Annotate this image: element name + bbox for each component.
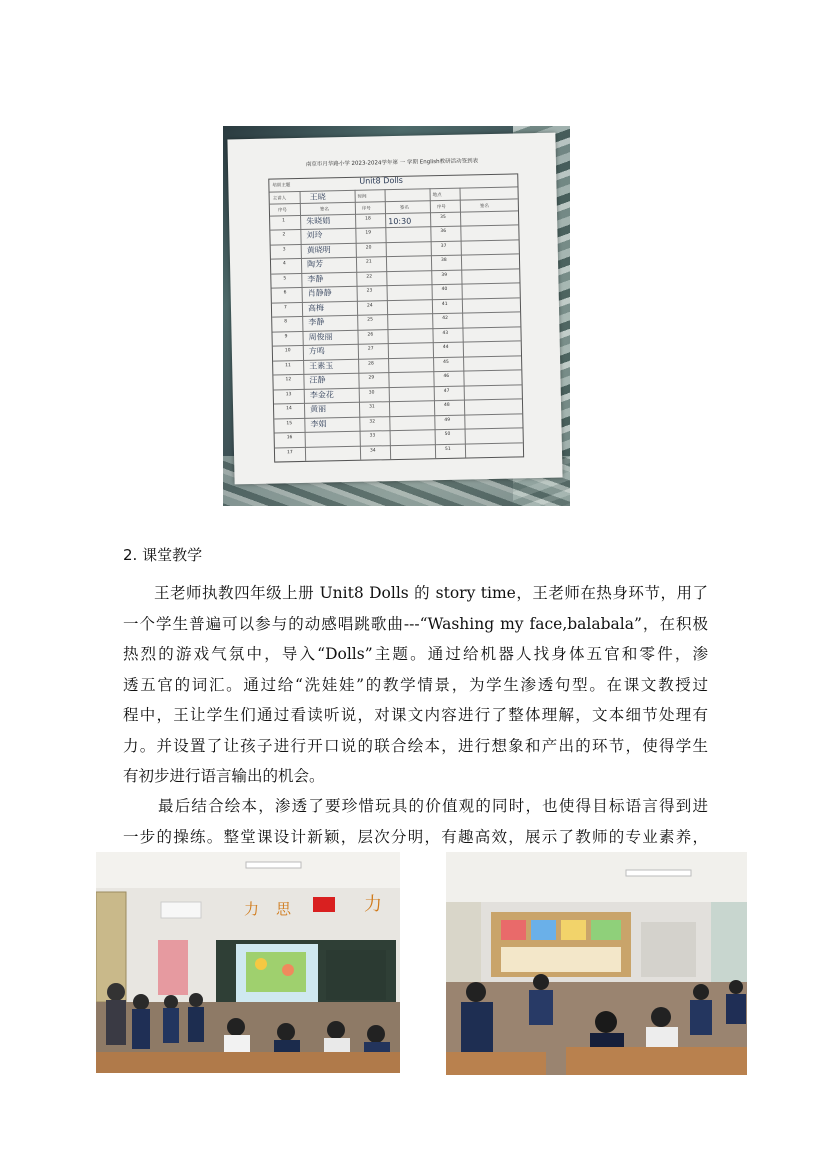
row-number: 32 xyxy=(369,419,376,425)
paragraph-line: 透五官的词汇。通过给“洗娃娃”的教学情景，为学生渗透句型。在课文教授过 xyxy=(123,675,708,694)
row-number: 49 xyxy=(444,417,451,423)
time-value: 10:30 xyxy=(388,216,412,227)
paragraph-line: 王老师执教四年级上册 Unit8 Dolls 的 story time，王老师在热身环节，用了 xyxy=(154,584,708,602)
row-number: 12 xyxy=(285,377,292,383)
signature: 方鸣 xyxy=(308,346,325,357)
row-number: 22 xyxy=(366,274,373,280)
table-rule xyxy=(459,188,466,458)
paragraph-line: 热烈的游戏气氛中，导入“Dolls”主题。通过给机器人找身体五官和零件，渗 xyxy=(123,645,708,663)
row-number: 51 xyxy=(444,446,451,452)
table-rule xyxy=(275,442,523,448)
row-number: 9 xyxy=(284,334,288,340)
row-number: 42 xyxy=(442,316,449,322)
wall-character: 思 xyxy=(276,900,292,918)
signature: 李金花 xyxy=(309,389,334,400)
sheet-title: 南京市月华路小学 2023-2024学年第 一 学期 English教研活动签到表 xyxy=(305,158,479,168)
signature: 王素玉 xyxy=(309,361,334,371)
column-header-sign: 签名 xyxy=(399,205,409,211)
row-number: 48 xyxy=(443,402,450,409)
row-number: 41 xyxy=(441,301,448,307)
row-number: 47 xyxy=(443,388,450,394)
row-number: 5 xyxy=(283,276,287,282)
classroom-front-scene xyxy=(96,852,400,1073)
row-number: 38 xyxy=(440,258,447,264)
row-number: 36 xyxy=(440,229,447,235)
row-number: 28 xyxy=(368,361,374,367)
row-number: 11 xyxy=(285,362,291,369)
row-number: 13 xyxy=(285,391,292,397)
row-number: 4 xyxy=(282,261,286,267)
row-number: 2 xyxy=(282,232,286,238)
row-number: 1 xyxy=(282,218,286,224)
row-number: 10 xyxy=(284,348,291,354)
paragraph-summary xyxy=(123,791,708,852)
column-header-sign: 签名 xyxy=(479,204,489,210)
row-number: 25 xyxy=(367,317,374,323)
presenter-label: 主讲人 xyxy=(272,196,287,202)
paragraph-line: 最后结合绘本，渗透了要珍惜玩具的价值观的同时，也使得目标语言得到进 xyxy=(158,797,708,815)
row-number: 16 xyxy=(286,435,293,441)
classroom-photo-front xyxy=(96,852,400,1073)
row-number: 14 xyxy=(286,406,292,412)
signature: 朱晓娟 xyxy=(306,216,331,226)
column-header-no: 序号 xyxy=(277,208,287,214)
column-header-no: 序号 xyxy=(361,206,371,212)
signature: 陶芳 xyxy=(306,259,324,270)
row-number: 24 xyxy=(366,303,373,309)
table-rule xyxy=(429,188,436,458)
row-number: 44 xyxy=(442,345,449,351)
row-number: 21 xyxy=(365,259,372,266)
row-number: 39 xyxy=(441,272,448,278)
signature: 高梅 xyxy=(307,303,325,313)
row-number: 17 xyxy=(286,449,293,455)
signature: 刘玲 xyxy=(306,230,323,241)
row-number: 29 xyxy=(368,375,375,381)
row-number: 15 xyxy=(286,420,293,426)
wall-character: 力 xyxy=(244,900,260,918)
row-number: 26 xyxy=(367,332,374,338)
place-label: 地点 xyxy=(432,192,442,199)
signature: 黄丽 xyxy=(310,404,327,414)
topic-label: 培训主题 xyxy=(272,183,291,189)
row-number: 7 xyxy=(283,305,287,311)
paragraph-classroom-teaching xyxy=(123,578,708,792)
row-number: 50 xyxy=(444,431,451,438)
table-rule xyxy=(270,186,518,192)
signature: 李静 xyxy=(308,317,325,328)
row-number: 40 xyxy=(441,287,448,293)
sheet-table xyxy=(268,173,524,462)
row-number: 23 xyxy=(366,288,373,294)
signature: 周俊丽 xyxy=(308,332,333,342)
row-number: 18 xyxy=(365,216,371,222)
paragraph-line: 力。并设置了让孩子进行开口说的联合绘本，进行想象和产出的环节，使得学生 xyxy=(123,736,708,755)
paragraph-line: 程中，王让学生们通过看读听说，对课文内容进行了整体理解，文本细节处理有 xyxy=(123,706,708,724)
sign-in-sheet xyxy=(227,133,562,485)
row-number: 27 xyxy=(367,346,374,352)
paragraph-line: 一个学生普遍可以参与的动感唱跳歌曲---“Washing my face,balabala”，在积极 xyxy=(123,614,708,633)
signature: 汪静 xyxy=(309,375,326,385)
table-rule xyxy=(355,190,362,460)
signature: 黄晓明 xyxy=(306,245,331,255)
row-number: 8 xyxy=(284,319,288,325)
row-number: 35 xyxy=(440,214,446,221)
row-number: 45 xyxy=(443,359,449,365)
signature: 李静 xyxy=(307,274,324,284)
row-number: 46 xyxy=(443,374,450,380)
row-number: 33 xyxy=(369,433,376,439)
row-number: 43 xyxy=(442,330,449,336)
row-number: 37 xyxy=(440,243,447,249)
sign-in-sheet-photo xyxy=(223,126,570,506)
table-rule xyxy=(384,189,391,459)
table-rule xyxy=(300,191,307,461)
signature: 肖静静 xyxy=(307,288,332,299)
paragraph-line: 一步的操练。整堂课设计新颖，层次分明，有趣高效，展示了教师的专业素养， xyxy=(123,827,708,846)
classroom-photo-back xyxy=(446,852,747,1075)
signature: 李娟 xyxy=(310,419,327,429)
row-number: 30 xyxy=(368,390,375,396)
row-number: 34 xyxy=(369,447,376,454)
paragraph-line: 有初步进行语言输出的机会。 xyxy=(123,767,325,785)
wall-character: 力 xyxy=(364,894,382,915)
presenter-value: 王晓 xyxy=(309,192,326,202)
time-label: 时间 xyxy=(357,194,367,200)
row-number: 6 xyxy=(283,290,287,296)
classroom-back-scene xyxy=(446,852,747,1075)
row-number: 20 xyxy=(365,245,372,251)
section-heading: 2. 课堂教学 xyxy=(123,546,203,564)
column-header-no: 序号 xyxy=(436,204,446,211)
column-header-sign: 签名 xyxy=(319,207,329,213)
row-number: 31 xyxy=(369,404,375,410)
topic-value: Unit8 Dolls xyxy=(359,175,404,186)
row-number: 19 xyxy=(365,230,372,237)
row-number: 3 xyxy=(282,247,286,253)
